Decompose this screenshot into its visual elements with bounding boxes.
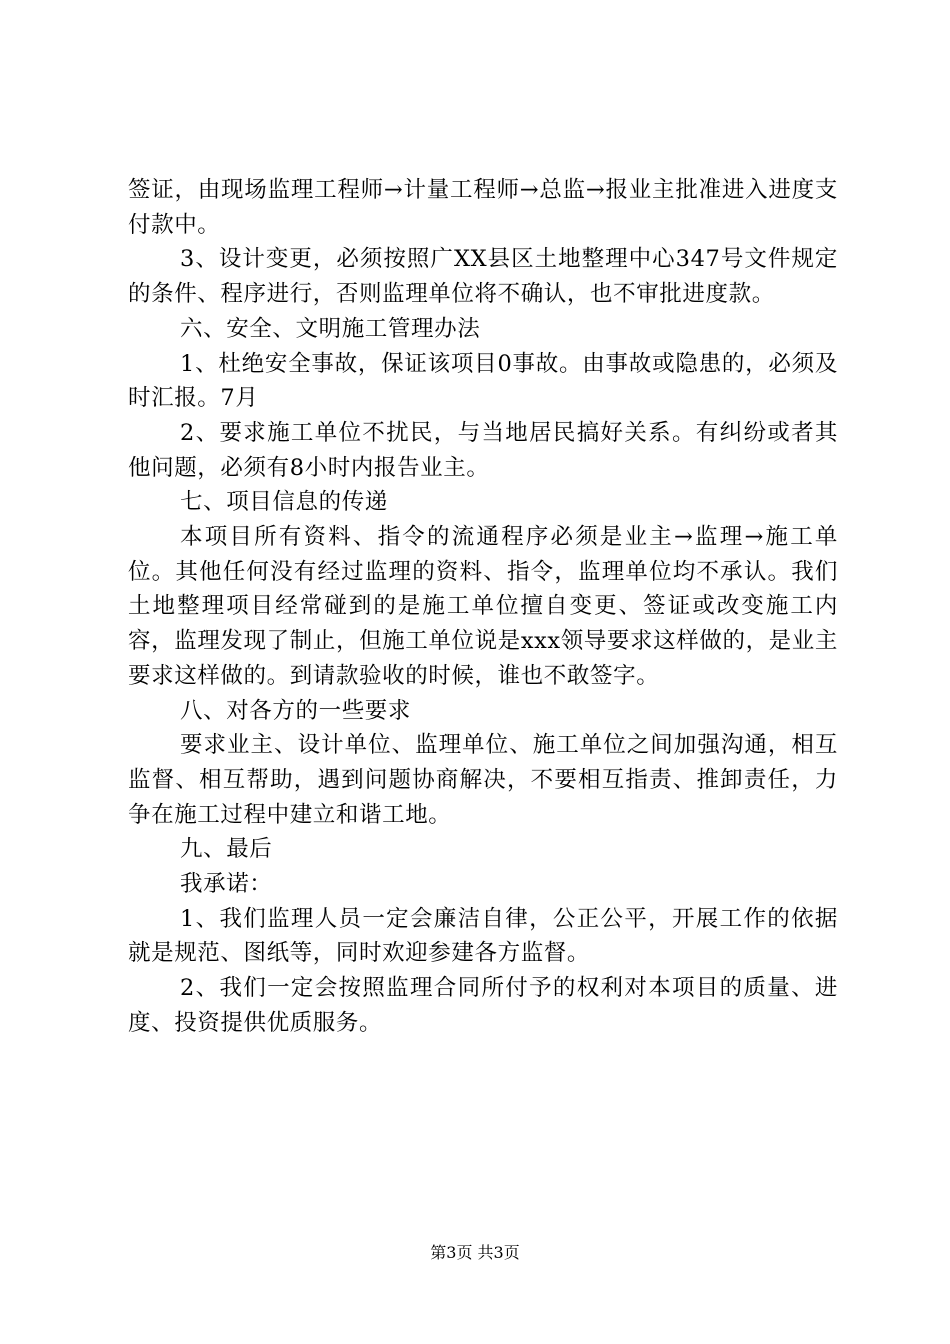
paragraph-promise-intro: 我承诺： [180,871,273,898]
paragraph-information-flow: 本项目所有资料、指令的流通程序必须是业主→监理→施工单位。其他任何没有经过监理的资料、指令，监理单位均不承认。我们土地整理项目经常碰到的是施工单位擅自变更、签证或改变施工内容，监理发现了制止，但施工单位说是xxx领导要求这样做的，是业主要求这样做的。到请款验收的时候，谁也不敢签字。 [128,524,838,689]
section-heading-information: 七、项目信息的传递 [180,489,388,516]
paragraph-design-change: 3、设计变更，必须按照广XX县区土地整理中心347号文件规定的条件、程序进行，否则监理单位将不确认，也不审批进度款。 [128,246,838,308]
paragraph-promise-1: 1、我们监理人员一定会廉洁自律，公正公平，开展工作的依据就是规范、图纸等，同时欢迎参建各方监督。 [128,905,838,967]
section-heading-requirements: 八、对各方的一些要求 [180,697,412,724]
paragraph-requirements: 要求业主、设计单位、监理单位、施工单位之间加强沟通，相互监督、相互帮助，遇到问题协商解决，不要相互指责、推卸责任，力争在施工过程中建立和谐工地。 [128,732,838,828]
section-heading-final: 九、最后 [180,836,273,863]
paragraph-promise-2: 2、我们一定会按照监理合同所付予的权利对本项目的质量、进度、投资提供优质服务。 [128,975,838,1036]
paragraph-visa-process: 签证，由现场监理工程师→计量工程师→总监→报业主批准进入进度支付款中。 [128,177,838,238]
paragraph-no-accidents: 1、杜绝安全事故，保证该项目0事故。由事故或隐患的，必须及时汇报。7月 [128,350,838,412]
document-body [128,173,838,1041]
section-heading-safety: 六、安全、文明施工管理办法 [180,315,481,342]
page-footer [0,1243,950,1263]
page-number-label: 第3页 共3页 [430,1243,520,1262]
paragraph-no-disturbance: 2、要求施工单位不扰民，与当地居民搞好关系。有纠纷或者其他问题，必须有8小时内报告业主。 [128,419,838,481]
